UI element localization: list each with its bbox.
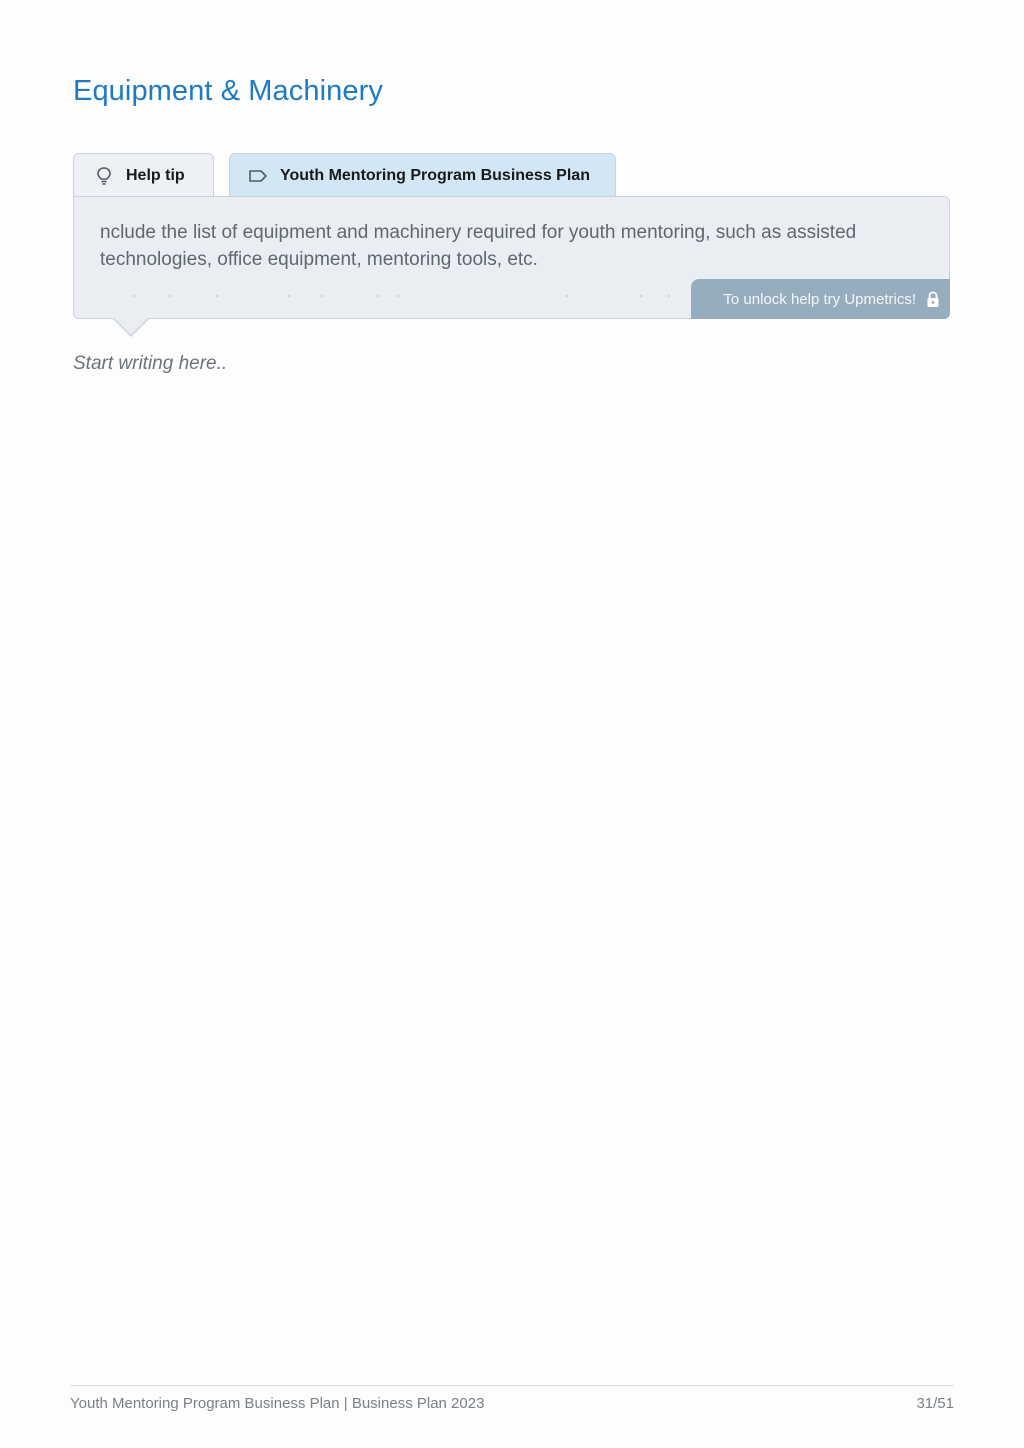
page-title: Equipment & Machinery bbox=[73, 75, 383, 107]
lock-icon bbox=[926, 291, 940, 308]
unlock-label: To unlock help try Upmetrics! bbox=[723, 290, 916, 308]
tab-plan-label: Youth Mentoring Program Business Plan bbox=[280, 166, 590, 184]
footer-document-title: Youth Mentoring Program Business Plan | Business Plan 2023 bbox=[70, 1395, 485, 1412]
tag-icon bbox=[248, 166, 268, 186]
tab-help-tip-label: Help tip bbox=[126, 166, 185, 184]
tip-pointer bbox=[112, 318, 150, 337]
tab-plan[interactable] bbox=[229, 153, 616, 197]
editor-placeholder[interactable]: Start writing here.. bbox=[73, 353, 228, 374]
unlock-upmetrics-button[interactable] bbox=[691, 279, 950, 319]
blurred-text-dots bbox=[74, 295, 684, 301]
help-tip-panel bbox=[73, 196, 950, 319]
help-tip-text: nclude the list of equipment and machinery required for youth mentoring, such as assisted technologies, office equipment, mentoring tools, etc. bbox=[100, 222, 857, 270]
lightbulb-icon bbox=[94, 166, 114, 186]
footer-divider bbox=[70, 1385, 954, 1386]
tab-help-tip[interactable] bbox=[73, 153, 214, 197]
footer-page-number: 31/51 bbox=[916, 1395, 954, 1412]
